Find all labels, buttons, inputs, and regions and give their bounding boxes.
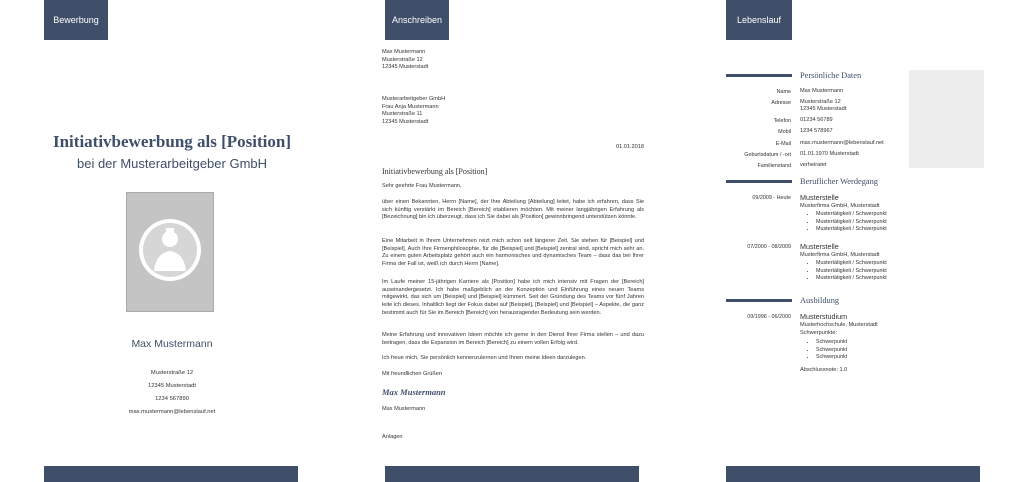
photo-placeholder — [126, 192, 214, 312]
job-task-list — [800, 260, 887, 283]
job-period: 07/2000 - 08/2009 — [747, 244, 791, 250]
sender-line: 12345 Musterstadt — [382, 64, 429, 71]
tab-bewerbung[interactable] — [44, 0, 108, 40]
recipient-line: Musterarbeitgeber GmbH — [382, 96, 446, 102]
letter-paragraph: Meine Erfahrung und innovativen Ideen möchte ich gerne in den Dienst Ihrer Firma stellen – und dazu beitragen, dass die Expansion im Bereich [Bereich] zu einem vollen Erfolg wird. — [382, 332, 644, 346]
cover-subtitle: bei der Musterarbeitgeber GmbH — [76, 156, 268, 171]
tab-lebenslauf-label: Lebenslauf — [736, 15, 782, 25]
education-period: 09/1996 - 06/2000 — [747, 314, 791, 320]
job-period: 09/2009 - Heute — [752, 195, 791, 201]
personal-value: 12345 Musterstadt — [800, 106, 847, 112]
personal-label: Name — [776, 89, 791, 95]
education-focus-item: • Schwerpunkt — [816, 347, 847, 355]
education-title: Musterstudium — [800, 312, 848, 321]
letter-closing: Mit freundlichen Grüßen — [382, 371, 443, 377]
letter-footer-bar — [385, 466, 639, 482]
education-focus-label: Schwerpunkte: — [800, 330, 838, 336]
letter-recipient — [382, 96, 644, 126]
cv-footer-bar — [726, 466, 980, 482]
tab-anschreiben[interactable] — [385, 0, 449, 40]
tab-bewerbung-label: Bewerbung — [53, 15, 99, 25]
recipient-line: 12345 Musterstadt — [382, 118, 429, 125]
job-task: • Mustertätigkeit / Schwerpunkt — [816, 219, 887, 227]
job-task-list — [800, 211, 887, 234]
education-focus-list — [800, 339, 847, 362]
personal-value: 01234 56789 — [800, 117, 833, 123]
section-bar — [726, 180, 792, 183]
cover-footer-bar — [44, 466, 298, 482]
letter-date: 01.01.2018 — [616, 144, 644, 150]
job-task: • Mustertätigkeit / Schwerpunkt — [816, 268, 887, 276]
personal-label: Familienstand — [757, 163, 791, 169]
cover-email: max.mustermann@lebenslauf.net — [128, 409, 216, 415]
letter-sender — [382, 49, 644, 72]
personal-label: E-Mail — [775, 141, 791, 147]
job-title: Musterstelle — [800, 242, 839, 251]
personal-value: 1234 578967 — [800, 128, 833, 134]
job-task: • Mustertätigkeit / Schwerpunkt — [816, 211, 887, 219]
personal-label: Adresse — [771, 100, 791, 106]
letter-name: Max Mustermann — [382, 406, 426, 412]
avatar-icon — [127, 193, 213, 311]
section-title-personal: Persönliche Daten — [800, 71, 862, 80]
recipient-line: Musterstraße 11 — [382, 111, 423, 118]
education-grade: Abschlussnote: 1.0 — [800, 367, 848, 373]
job-title: Musterstelle — [800, 193, 839, 202]
letter-paragraph: über einen Bekannten, Herrn [Name], der Ihre Abteilung [Abteilung] leitet, habe ich erfahren, dass Sie sich künftig verstärkt im Bereich [Bereich] etablieren möchten. Mit meiner langjährigen Erfahrung als [Bezeichnung] bin ich überzeugt, dass ich Sie dabei als [Position] gewinnbringend unterstützen könnte. — [382, 199, 644, 221]
education-focus-item: • Schwerpunkt — [816, 339, 847, 347]
personal-label: Telefon — [773, 118, 791, 124]
education-school: Musterhochschule, Musterstadt — [800, 322, 878, 328]
sender-line: Max Mustermann — [382, 49, 426, 55]
letter-paragraph: Ich freue mich, Sie persönlich kennenzulernen und Ihnen meine Ideen darzulegen. — [382, 355, 587, 361]
section-title-education: Ausbildung — [800, 296, 840, 305]
letter-subject: Initiativbewerbung als [Position] — [382, 167, 488, 176]
letter-attachments: Anlagen — [382, 434, 403, 440]
job-company: Musterfirma GmbH, Musterstadt — [800, 252, 880, 258]
cover-street: Musterstraße 12 — [150, 370, 194, 376]
cover-name: Max Mustermann — [131, 338, 213, 350]
cover-title: Initiativbewerbung als [Position] — [52, 132, 292, 151]
job-task: • Mustertätigkeit / Schwerpunkt — [816, 275, 887, 283]
cover-city: 12345 Musterstadt — [147, 383, 196, 389]
job-task: • Mustertätigkeit / Schwerpunkt — [816, 226, 887, 234]
letter-salutation: Sehr geehrte Frau Mustermann, — [382, 183, 462, 189]
letter-paragraph: Im Laufe meiner 15-jährigen Karriere als [Position] habe ich mich intensiv mit Fragen der [Bereich] auseinandergesetzt. Ich habe maßgeblich an der Konzeption und Einführung eines neuen Teams mitgewirkt, das sich um [Beispiel] und [Beispiel] kümmert. Seit der Gründung des Teams vor fünf Jahren leite ich dieses. Inhaltlich liegt der Fokus dabei auf [Beispiel], [Beispiel] und [Beispiel] – Aspekte, die ganz bestimmt auch für Sie im Bereich [Bereich] von herausragender Bedeutung sein werden. — [382, 279, 644, 316]
job-company: Musterfirma GmbH, Musterstadt — [800, 203, 880, 209]
job-task: • Mustertätigkeit / Schwerpunkt — [816, 260, 887, 268]
personal-value: 01.01.1970 Musterstadt — [800, 151, 859, 157]
section-title-career: Beruflicher Werdegang — [800, 177, 878, 186]
tab-lebenslauf[interactable] — [726, 0, 792, 40]
letter-paragraph: Eine Mitarbeit in Ihrem Unternehmen reizt mich schon seit längerer Zeit. Sie stehen für [Beispiel] und [Beispiel]. Auch Ihre Firmenphilosophie, für die [Beispiel] und [Beispiel] zentral sind, spricht mich sehr an. Zu einem guten Arbeitsplatz gehört auch ein harmonisches und dynamisches Team – dass das bei Ihrer Firma der Fall ist, weiß ich durch Herrn [Name]. — [382, 238, 644, 268]
sender-line: Musterstraße 12 — [382, 56, 423, 63]
personal-value: Max Mustermann — [800, 88, 844, 94]
section-bar — [726, 299, 792, 302]
personal-label: Geburtsdatum / -ort — [744, 152, 791, 158]
recipient-line: Frau Anja Mustermann — [382, 103, 439, 110]
cv-photo-placeholder — [909, 70, 984, 168]
tab-anschreiben-label: Anschreiben — [391, 15, 443, 25]
personal-value: verheiratet — [800, 162, 827, 168]
personal-value: max.mustermann@lebenslauf.net — [800, 140, 884, 146]
education-focus-item: • Schwerpunkt — [816, 354, 847, 362]
cover-phone: 1234 567890 — [155, 396, 189, 402]
letter-signature: Max Mustermann — [382, 387, 446, 397]
personal-label: Mobil — [778, 129, 791, 135]
personal-value: Musterstraße 12 — [800, 99, 841, 105]
section-bar — [726, 74, 792, 77]
